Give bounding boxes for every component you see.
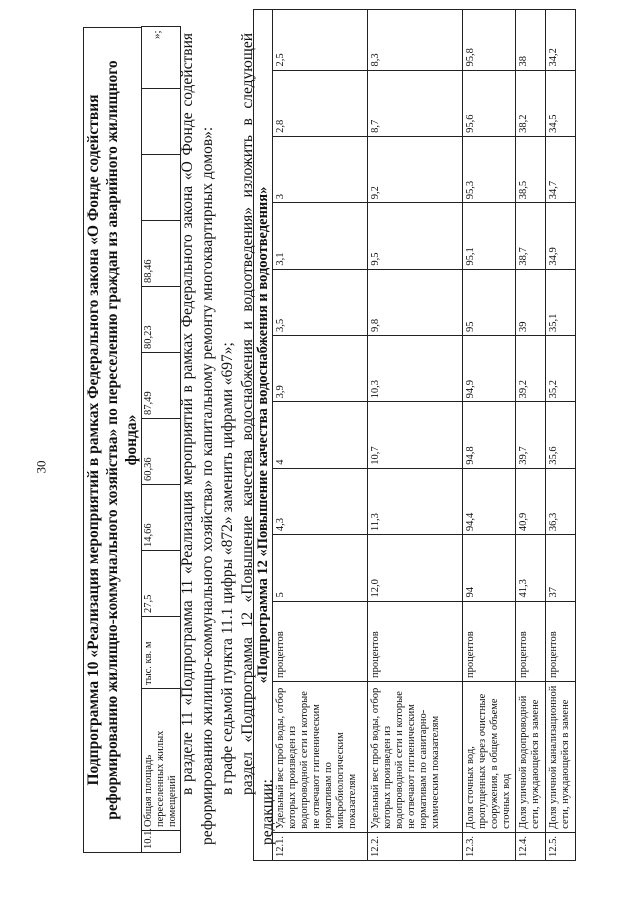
value-cell: 41,3 <box>516 535 546 601</box>
table-row <box>273 10 368 861</box>
table-row <box>546 10 576 861</box>
page-number: 30 <box>33 460 49 474</box>
unit-cell: тыс. кв. м <box>142 617 181 689</box>
indicator-name: Доля уличной канализационной сети, нуждающейся в замене <box>546 682 576 833</box>
value-cell <box>142 155 181 221</box>
table-row <box>368 10 463 861</box>
value-cell: 95 <box>463 269 516 335</box>
value-cell: 34,5 <box>546 70 576 136</box>
paragraph-line: в разделе 11 «Подпрограмма 11 «Реализация мероприятий в рамках Федерального закона «О Фонде содействия реформированию жилищно-коммунального хозяйства» по капитальному ремонту многоквартирных домов»: <box>179 33 216 845</box>
value-cell: 8,3 <box>368 10 463 71</box>
paragraph-line: раздел «Подпрограмма 12 «Повышение качества водоснабжения и водоотведения» изложить в следующей редакции: <box>239 33 276 845</box>
value-cell: 10,7 <box>368 402 463 468</box>
value-cell: 37 <box>546 535 576 601</box>
indicator-name: Доля сточных вод, пропущенных через очистные сооружения, в общем объеме сточных вод <box>463 682 516 833</box>
value-cell: 2,8 <box>273 70 368 136</box>
value-cell: 34,2 <box>546 10 576 71</box>
value-cell: 34,7 <box>546 136 576 202</box>
value-cell: 39,2 <box>516 336 546 402</box>
table-row <box>463 10 516 861</box>
value-cell: 34,9 <box>546 203 576 269</box>
value-cell: 5 <box>273 535 368 601</box>
value-cell: 88,46 <box>142 221 181 287</box>
program12-body <box>273 10 576 861</box>
value-cell: 3,5 <box>273 269 368 335</box>
row-number: 12.5. <box>546 832 576 860</box>
value-cell: 39 <box>516 269 546 335</box>
value-cell: 38 <box>516 10 546 71</box>
value-cell: 27,5 <box>142 551 181 617</box>
value-cell: 95,3 <box>463 136 516 202</box>
value-cell: 95,1 <box>463 203 516 269</box>
value-cell: 40,9 <box>516 468 546 534</box>
value-cell: 4 <box>273 402 368 468</box>
closing-quote: »; <box>151 30 163 39</box>
value-cell: 95,8 <box>463 10 516 71</box>
table-row <box>142 27 181 853</box>
value-cell: 94,9 <box>463 336 516 402</box>
indicator-name: Доля уличной водопроводной сети, нуждающейся в замене <box>516 682 546 833</box>
value-cell: 35,1 <box>546 269 576 335</box>
program10-table <box>141 26 181 853</box>
program12-title: «Подпрограмма 12 «Повышение качества водоснабжения и водоотведения» <box>254 10 273 861</box>
value-cell: 2,5 <box>273 10 368 71</box>
value-cell: 12,0 <box>368 535 463 601</box>
indicator-name: Общая площадь переселенных жилых помещений <box>142 689 181 831</box>
value-cell: 94,4 <box>463 468 516 534</box>
paragraph-line: в графе седьмой пункта 11.1 цифры «872» заменить цифрами «697»; <box>219 342 236 795</box>
indicator-name: Удельный вес проб воды, отбор которых произведен из водопроводной сети и которые не отвечают гигиеническим нормативам по санитарно-химическим показателям <box>368 682 463 833</box>
unit-cell: процентов <box>368 601 463 681</box>
program12-table <box>253 9 576 861</box>
row-number: 12.4. <box>516 832 546 860</box>
row-number: 12.1. <box>273 832 368 860</box>
unit-cell: процентов <box>546 601 576 681</box>
value-cell: 8,7 <box>368 70 463 136</box>
value-cell: 9,2 <box>368 136 463 202</box>
value-cell: 60,36 <box>142 419 181 485</box>
value-cell: 14,66 <box>142 485 181 551</box>
value-cell: 3,1 <box>273 203 368 269</box>
row-number: 12.2. <box>368 832 463 860</box>
unit-cell: процентов <box>516 601 546 681</box>
value-cell: 3 <box>273 136 368 202</box>
value-cell: 38,5 <box>516 136 546 202</box>
value-cell: 35,2 <box>546 336 576 402</box>
row-number: 12.3. <box>463 832 516 860</box>
value-cell: 38,2 <box>516 70 546 136</box>
row-number: 10.1. <box>142 831 181 853</box>
value-cell: 4,3 <box>273 468 368 534</box>
value-cell: 38,7 <box>516 203 546 269</box>
value-cell: 94 <box>463 535 516 601</box>
value-cell: 39,7 <box>516 402 546 468</box>
value-cell: 35,6 <box>546 402 576 468</box>
table-row <box>516 10 546 861</box>
value-cell <box>142 89 181 155</box>
unit-cell: процентов <box>273 601 368 681</box>
value-cell: 94,8 <box>463 402 516 468</box>
value-cell: 10,3 <box>368 336 463 402</box>
indicator-name: Удельный вес проб воды, отбор которых произведен из водопроводной сети и которые не отвечают гигиеническим нормативам по микробиологическим показателям <box>273 682 368 833</box>
unit-cell: процентов <box>463 601 516 681</box>
value-cell: 95,6 <box>463 70 516 136</box>
value-cell: 11,3 <box>368 468 463 534</box>
value-cell: 80,23 <box>142 287 181 353</box>
value-cell: 87,49 <box>142 353 181 419</box>
value-cell: 36,3 <box>546 468 576 534</box>
program12-section <box>253 9 576 861</box>
value-cell: 9,5 <box>368 203 463 269</box>
program10-title: Подпрограмма 10 «Реализация мероприятий в рамках Федерального закона «О Фонде содействия реформированию жилищно-коммунального хозяйства» по переселению граждан из аварийного жилищного фонда» <box>83 27 141 853</box>
program10-section <box>83 27 181 853</box>
value-cell: 3,9 <box>273 336 368 402</box>
value-cell: 9,8 <box>368 269 463 335</box>
